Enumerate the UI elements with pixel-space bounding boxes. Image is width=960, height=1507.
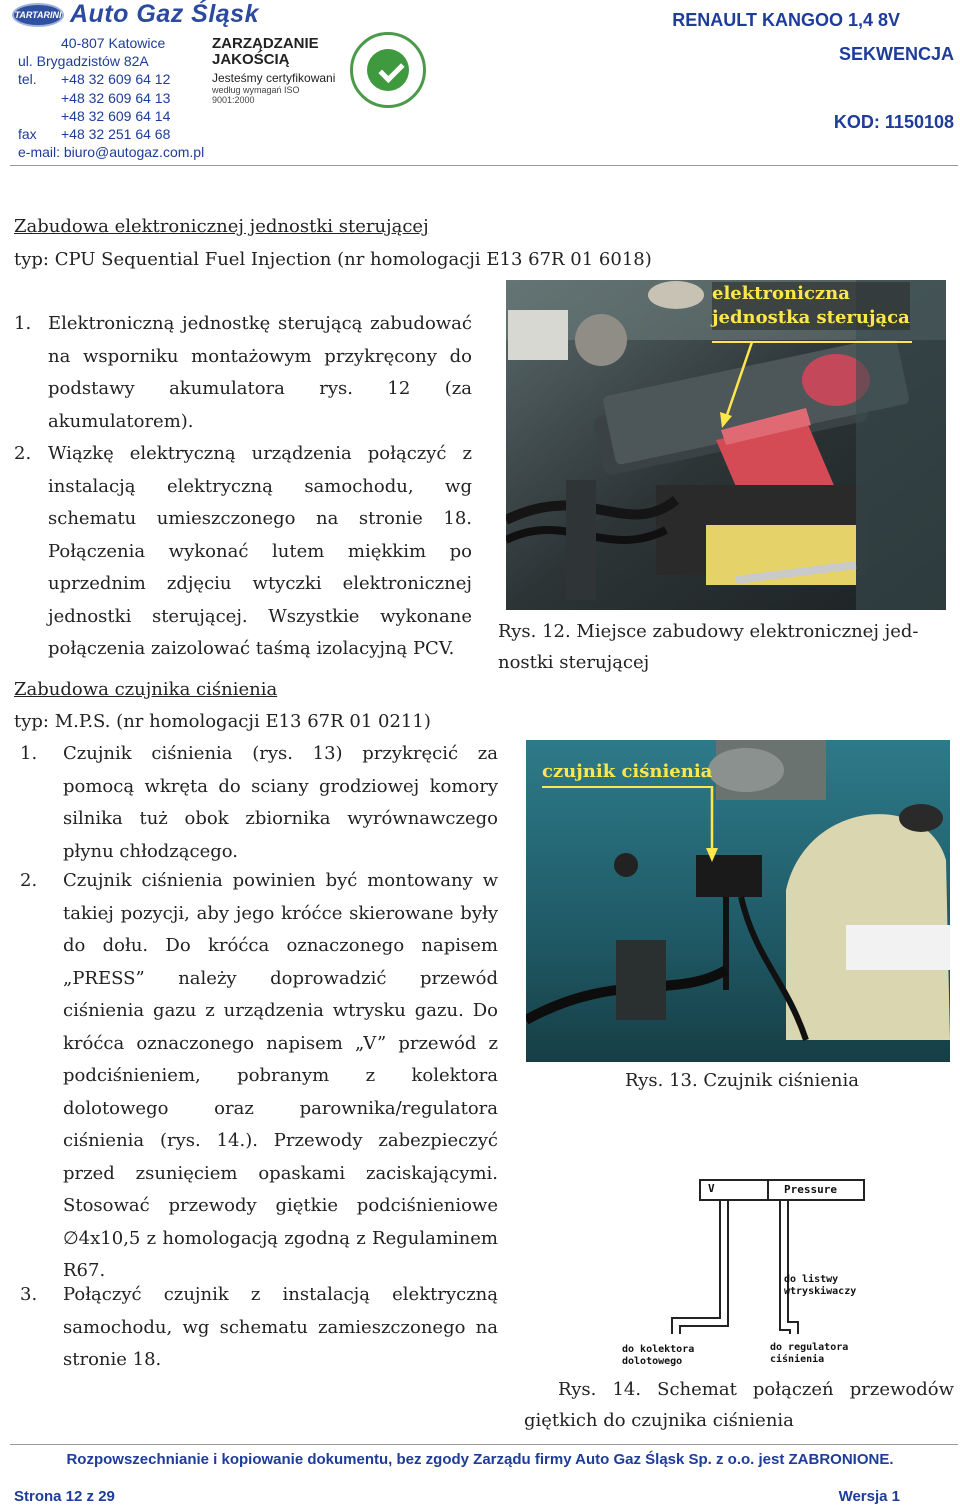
ecu-photo: [506, 280, 946, 610]
hose-schematic: [620, 1178, 870, 1378]
step-line: R67.: [63, 1260, 106, 1281]
label-to-regulator: do regulatora ciśnienia: [770, 1342, 849, 1365]
step-line: króćca oznaczonego napisem „V” przewód z: [63, 1032, 498, 1054]
logo-text: TARTARINI: [14, 10, 62, 20]
sensor-callout: czujnik ciśnienia: [542, 761, 713, 782]
section-label: SEKWENCJA: [838, 44, 954, 64]
sensor-step-2: [20, 865, 498, 1288]
step-line: do dołu. Do króćca oznaczonego napisem: [63, 935, 498, 956]
step-line: schematu umieszczonego na stronie 18.: [48, 508, 472, 529]
step-line: ciśnienia (rys. 14.). Przewody zabezpieczyć: [63, 1130, 498, 1151]
cert-standard: według wymagań ISO 9001:2000: [212, 85, 300, 105]
iso-seal-icon: [350, 32, 426, 108]
step-line: Połączenia wykonać lutem miękkim po: [48, 540, 472, 562]
ecu-step-1: [14, 308, 472, 438]
step-line: uprzednim zdjęciu wtyczki elektronicznej: [48, 573, 472, 594]
copyright-notice: Rozpowszechnianie i kopiowanie dokumentu, bez zgody Zarządu firmy Auto Gaz Śląsk Sp. z o.o. jest ZABRONIONE.: [66, 1451, 894, 1468]
step-line: Stosować przewody giętkie podciśnieniowe: [63, 1195, 498, 1216]
heading-ecu: Zabudowa elektronicznej jednostki sterującej: [14, 216, 429, 237]
ecu-type: typ: CPU Sequential Fuel Injection (nr homologacji E13 67R 01 6018): [14, 249, 652, 270]
step-line: silnika tuż obok zbiornika wyrównawczego: [63, 808, 498, 829]
ecu-callout: elektroniczna jednostka sterująca: [712, 283, 910, 328]
step-line: samochodu, wg schematu zamieszczonego na: [63, 1316, 498, 1338]
contact-line: ul. Brygadzistów 82A: [18, 53, 149, 70]
cert-subtitle: Jesteśmy certyfikowani: [212, 71, 336, 85]
document-version: Wersja 1: [838, 1488, 900, 1505]
step-line: 3. Połączyć czujnik z instalacją elektryczną: [20, 1284, 498, 1305]
company-logo: [12, 3, 64, 27]
contact-line: e-mail: biuro@autogaz.com.pl: [18, 144, 205, 161]
car-model: RENAULT KANGOO 1,4 8V: [672, 10, 900, 30]
callout-arrow-icon: [706, 340, 766, 430]
step-line: 1. Czujnik ciśnienia (rys. 13) przykręcić za: [20, 743, 498, 764]
certification-block: [212, 36, 342, 105]
step-line: płynu chłodzącego.: [63, 840, 239, 862]
ecu-step-2: [14, 438, 472, 666]
fig12-caption: Rys. 12. Miejsce zabudowy elektronicznej jed- nostki sterującej: [498, 621, 919, 673]
label-to-rail: do listwy wtryskiwaczy: [784, 1274, 857, 1297]
step-line: dolotowego oraz parownika/regulatora: [63, 1097, 498, 1119]
brand-name: Auto Gaz Śląsk: [70, 0, 259, 28]
label-pressure: Pressure: [784, 1183, 837, 1196]
step-line: 2. Czujnik ciśnienia powinien być montowany w: [20, 870, 498, 891]
callout-underline: [542, 786, 712, 788]
cert-title: ZARZĄDZANIE: [212, 35, 319, 52]
header-divider: [10, 165, 958, 166]
page-number: Strona 12 z 29: [14, 1488, 115, 1505]
step-line: 1. Elektroniczną jednostkę sterującą zabudować: [14, 313, 472, 334]
product-code: KOD: 1150108: [833, 112, 954, 132]
step-line: takiej pozycji, aby jego króćce skierowane były: [63, 902, 498, 924]
step-line: pomocą wkręta do sciany grodziowej komory: [63, 775, 498, 797]
contact-line: 40-807 Katowice: [61, 35, 166, 51]
step-line: podstawy akumulatora rys. 12 (za: [48, 378, 472, 399]
step-line: na wsporniku montażowym przykręcony do: [48, 345, 472, 367]
label-v: V: [708, 1182, 715, 1195]
label-to-manifold: do kolektora dolotowego: [622, 1344, 695, 1367]
step-line: połączenia zaizolować taśmą izolacyjną PCV.: [48, 638, 455, 659]
step-line: przed zsunięciem opaskami zaciskającymi.: [63, 1162, 498, 1184]
step-line: instalacją elektryczną samochodu, wg: [48, 475, 472, 497]
step-line: „PRESS” należy doprowadzić przewód: [63, 967, 498, 989]
sensor-type: typ: M.P.S. (nr homologacji E13 67R 01 0211): [14, 711, 431, 732]
step-line: ciśnienia gazu z urządzenia wtrysku gazu. Do: [63, 1000, 498, 1021]
callout-arrow-icon: [702, 784, 722, 864]
contact-line: fax +48 32 251 64 68: [18, 125, 171, 142]
contact-block: [18, 34, 204, 161]
fig14-caption: Rys. 14. Schemat połączeń przewodów giętkich do czujnika ciśnienia: [524, 1379, 954, 1431]
step-line: 2. Wiązkę elektryczną urządzenia połączyć z: [14, 443, 472, 464]
cert-title: JAKOŚCIĄ: [212, 51, 290, 68]
sensor-step-3: [20, 1279, 498, 1377]
step-line: ∅4x10,5 z homologacją zgodną z Regulaminem: [63, 1227, 498, 1249]
step-line: stronie 18.: [63, 1349, 162, 1370]
step-line: podciśnieniem, pobranym z kolektora: [63, 1065, 498, 1086]
step-line: jednostki sterującej. Wszystkie wykonane: [48, 605, 472, 627]
fig13-caption: Rys. 13. Czujnik ciśnienia: [625, 1070, 859, 1091]
contact-line: tel. +48 32 609 64 12: [18, 71, 171, 88]
step-line: akumulatorem).: [48, 410, 194, 432]
footer-divider: [10, 1444, 958, 1445]
contact-line: +48 32 609 64 14: [61, 107, 171, 124]
pressure-sensor-photo-image: [526, 740, 950, 1062]
heading-sensor: Zabudowa czujnika ciśnienia: [14, 679, 278, 700]
pressure-sensor-photo: [526, 740, 950, 1062]
sensor-step-1: [20, 738, 498, 868]
contact-line: +48 32 609 64 13: [61, 89, 171, 106]
